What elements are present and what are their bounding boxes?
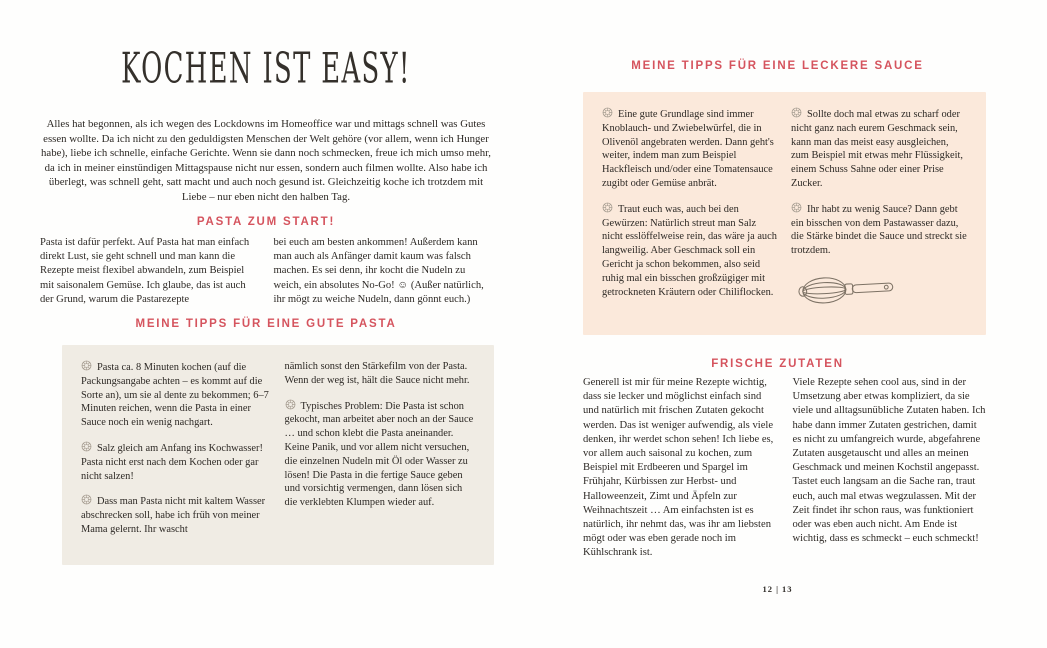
- tip-text: Salz gleich am Anfang ins Kochwasser! Pasta nicht erst nach dem Kochen oder gar nicht salzen!: [81, 442, 263, 482]
- pasta-tips-col2: [285, 360, 476, 550]
- rosette-flower-icon: [81, 494, 92, 505]
- page-title: KOCHEN IST EASY!: [121, 44, 411, 93]
- heading-tips-gute-pasta: MEINE TIPPS FÜR EINE GUTE PASTA: [135, 318, 397, 330]
- whisk-illustration-icon: [795, 269, 967, 314]
- tip-item: [602, 202, 778, 300]
- tip-item: [791, 202, 967, 258]
- page-title-wrap: [40, 44, 492, 100]
- heading-tips-leckere-sauce: MEINE TIPPS FÜR EINE LECKERE SAUCE: [631, 60, 924, 72]
- pasta-tips-col1: [81, 360, 272, 550]
- pasta-intro-col2: bei euch am besten ankommen! Außerdem kann man auch als Anfänger damit kaum was falsch machen. Es sei denn, ihr kocht die Nudeln zu weich, ein absolutes No-Go! ☺ (Außer natürlich, ihr mögt zu weiche Nudeln, dann gönnt euch.): [273, 237, 484, 305]
- tip-item: [81, 360, 272, 430]
- rosette-flower-icon: [602, 202, 613, 213]
- tip-text: Eine gute Grundlage sind immer Knoblauch- und Zwiebelwürfel, die in Olivenöl angebraten werden. Dann geht's weiter, indem man zum Beispiel Hackfleisch und/oder eine Tomatensauce zugibt oder Gemüse anbrät.: [602, 109, 774, 189]
- rosette-flower-icon: [81, 360, 92, 371]
- sauce-tips-box: [583, 92, 986, 335]
- pasta-intro-col1: Pasta ist dafür perfekt. Auf Pasta hat man einfach direkt Lust, sie geht schnell und man kann die Rezepte meist flexibel abwandeln, zum Beispiel mit saisonalem Gemüse. Ich glaube, das ist auch der Grund, warum die Pastarezepte: [40, 237, 250, 305]
- tip-item: [81, 441, 272, 483]
- page-right: [555, 0, 1000, 648]
- sauce-tips-col2: [791, 107, 967, 320]
- tip-item: [81, 494, 272, 536]
- heading-pasta-zum-start: PASTA ZUM START!: [196, 216, 336, 228]
- tip-item: [602, 107, 778, 191]
- sauce-tips-col1: [602, 107, 778, 320]
- rosette-flower-icon: [81, 441, 92, 452]
- tip-text: Pasta ca. 8 Minuten kochen (auf die Packungsangabe achten – es kommt auf die Sorte an), um sie al dente zu bekommen; 6–7 Minuten reichen, wenn die Pasta in einer Sauce noch ein wenig nachgart.: [81, 362, 269, 429]
- zutaten-columns: [583, 376, 987, 561]
- page-number: 12 | 13: [762, 584, 793, 594]
- intro-paragraph: Alles hat begonnen, als ich wegen des Lockdowns im Homeoffice war und mittags schnell was Gutes essen wollte. Da ich nicht zu den geduldigsten Menschen der Welt gehöre (vor allem, wenn ich Hunger habe), liebe ich schnelle, einfache Gerichte. Wenn sie dann noch schmecken, freue ich mich umso mehr, da ich in meiner einstündigen Mittagspause nicht nur essen, sondern auch filmen wollte. Also habe ich überlegt, was schnell geht, satt macht und auch noch gesund ist. Gleichzeitig koche ich trotzdem mit Liebe – nur eben nicht den halben Tag.: [41, 118, 491, 203]
- page-left: [40, 0, 492, 648]
- tip-text: Sollte doch mal etwas zu scharf oder nicht ganz nach eurem Geschmack sein, kann man das meist easy ausgleichen, zum Beispiel mit etwas mehr Flüssigkeit, einem Schuss Sahne oder einer Prise Zucker.: [791, 109, 964, 189]
- zutaten-col1: Generell ist mir für meine Rezepte wichtig, dass sie lecker und möglichst einfach sind und natürlich mit frischen Zutaten gekocht werden. Das ist weniger aufwendig, als viele denken, ihr werdet schon sehen! Ich liebe es, vor allem auch saisonal zu kochen, zum Beispiel mit Erdbeeren und Spargel im Frühjahr, Kürbissen zur Herbst- und Halloweenzeit, Zimt und Äpfeln zur Weihnachtszeit … Am einfachsten ist es natürlich, ihr nehmt das, was ihr am liebsten mögt oder was eben gerade noch im Kühlschrank ist.: [583, 377, 774, 559]
- tip-item: [285, 399, 476, 510]
- rosette-flower-icon: [285, 399, 296, 410]
- rosette-flower-icon: [602, 107, 613, 118]
- tip-continuation: nämlich sonst den Stärkefilm von der Pasta. Wenn der weg ist, hält die Sauce nicht mehr.: [284, 361, 470, 386]
- tip-text: Dass man Pasta nicht mit kaltem Wasser abschrecken soll, habe ich früh von meiner Mama gelernt. Ihr wascht: [81, 496, 266, 535]
- tip-text: Ihr habt zu wenig Sauce? Dann gebt ein bisschen von dem Pastawasser dazu, die Stärke bindet die Sauce und streckt sie trotzdem.: [791, 203, 967, 257]
- pasta-tips-box: [62, 345, 494, 565]
- tip-text: Traut euch was, auch bei den Gewürzen: Natürlich streut man Salz nicht esslöffelweise rein, das wäre ja auch langweilig. Aber Geschmack soll ein Gericht ja schon bekommen, also seid ruhig mal ein bisschen großzügiger mit getrockneten Kräutern oder Chiliflocken.: [602, 203, 777, 298]
- rosette-flower-icon: [791, 107, 802, 118]
- zutaten-col2: Viele Rezepte sehen cool aus, sind in der Umsetzung aber etwas kompliziert, da sie viele und alltagsunübliche Zutaten haben. Ich habe dann immer Zutaten gestrichen, damit es nicht zu umfangreich wurde, abgefahrene Zutaten ausgetauscht und alles an meinen Geschmack und meinen Kochstil angepasst. Tastet euch langsam an die Sache ran, traut euch, auch mal etwas wegzulassen. Mit der Zeit findet ihr schon raus, was funktioniert oder was eben auch nicht. Am Ende ist wichtig, dass es schmeckt – euch schmeckt!: [792, 377, 986, 545]
- heading-frische-zutaten: FRISCHE ZUTATEN: [711, 358, 844, 370]
- tip-text: Typisches Problem: Die Pasta ist schon gekocht, man arbeitet aber noch an der Sauce … und schon klebt die Pasta aneinander. Keine Panik, und vor allem nicht versuchen, die einzelnen Nudeln mit Öl oder Wasser zu lösen! Die Pasta in die fertige Sauce geben und vorsichtig vermengen, dann lösen sich die verklebten Klumpen wieder auf.: [284, 400, 474, 509]
- pasta-intro-columns: [40, 236, 492, 307]
- tip-item: [791, 107, 967, 191]
- rosette-flower-icon: [791, 202, 802, 213]
